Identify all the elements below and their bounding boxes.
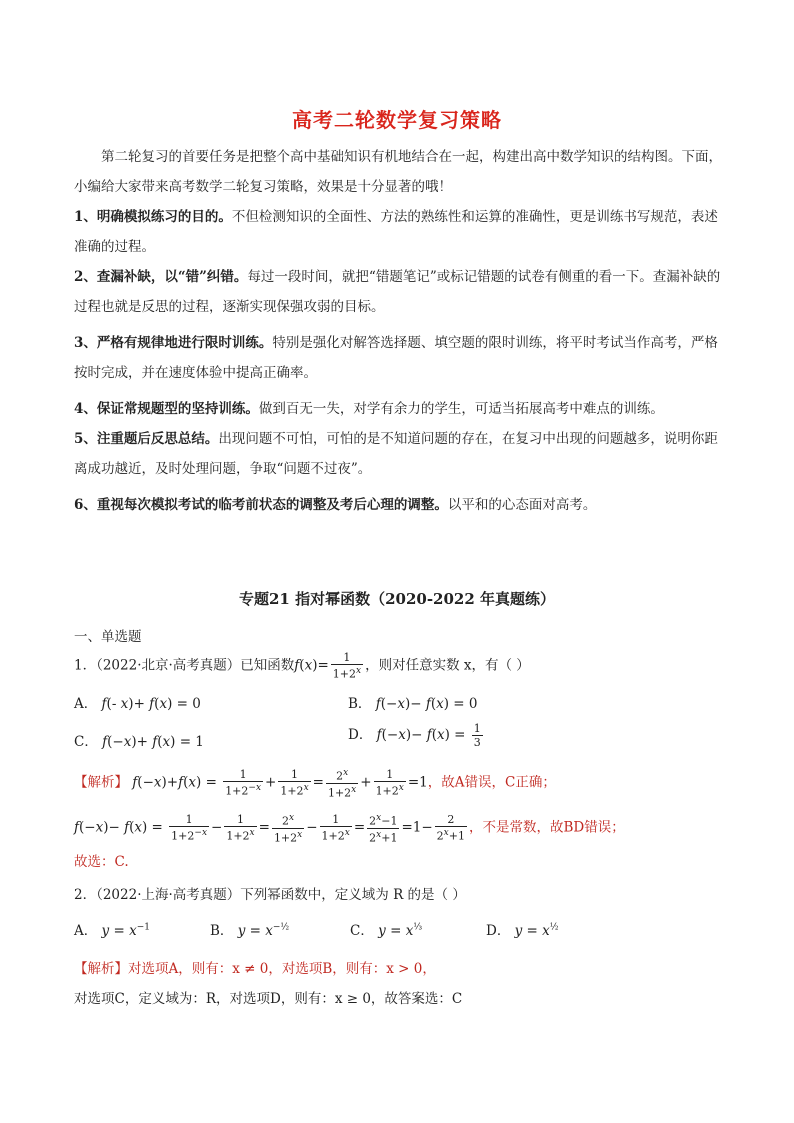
- tip-5-head: 5、注重题后反思总结。: [74, 431, 219, 447]
- tip-6-body: 以平和的心态面对高考。: [447, 497, 597, 513]
- q2-option-d[interactable]: D． $y = x^{\frac{1}{2}}$: [486, 922, 559, 939]
- q2-solution-label: 【解析】: [74, 961, 128, 977]
- tip-1: [74, 202, 724, 262]
- page-title: 高考二轮数学复习策略: [292, 108, 502, 132]
- q1-option-b[interactable]: B． f(−x)− f(x) = 0: [348, 696, 478, 712]
- q1-solution-label: 【解析】: [74, 774, 128, 791]
- q2-solution-line1: [74, 957, 436, 977]
- q1-conclusion-2: ，不是常数，故BD错误；: [468, 819, 625, 836]
- q2-solution-line2: 对选项C，定义域为：R，对选项D，则有：x ≥ 0，故答案选：C: [74, 991, 463, 1007]
- tip-6: [74, 490, 724, 520]
- tip-5: [74, 424, 724, 484]
- section-label: 一、单选题: [74, 629, 142, 645]
- q2-solution-text1: 对选项A，则有：x ≠ 0，对选项B，则有：x > 0，: [128, 961, 436, 977]
- tip-3: [74, 328, 724, 388]
- tip-3-body: 特别是强化对解答选择题、填空题的限时训练，将平时考试当作高考，严格按时完成，并在速度体验中提高正确率。: [74, 335, 718, 381]
- tip-4: [74, 394, 724, 424]
- q1-option-a[interactable]: A． f(- x)+ f(x) = 0: [74, 696, 201, 712]
- topic-title: 专题21 指对幂函数（2020-2022 年真题练）: [238, 590, 556, 608]
- q2-option-b[interactable]: B． $y = x^{-\frac{1}{2}}$: [210, 922, 290, 939]
- tip-6-head: 6、重视每次模拟考试的临考前状态的调整及考后心理的调整。: [74, 497, 448, 513]
- tip-2-head: 2、查漏补缺，以“错”纠错。: [74, 269, 248, 285]
- tip-5-body: 出现问题不可怕，可怕的是不知道问题的存在，在复习中出现的问题越多，说明你距离成功越近，及时处理问题，争取“问题不过夜”。: [74, 431, 718, 477]
- tip-1-head: 1、明确模拟练习的目的。: [74, 209, 232, 225]
- q1-function-fraction: $\frac{1}{1+2^x}$: [332, 651, 362, 681]
- q1-conclusion-1: ，故A错误，C正确；: [427, 774, 556, 791]
- q1-answer: 故选：C.: [74, 854, 129, 870]
- q2-stem: 2．（2022·上海·高考真题）下列幂函数中，定义域为 R 的是（ ）: [74, 887, 466, 903]
- q1-solution-line1: 【解析】 f(−x)+f(x) = $\frac{1}{1+2^{-x}}$ + $\frac{1}{1+2^x}$ = $\frac{2^x}{1+2^x}$ + $\frac{1}{1+2^x}$ =1，故A错误，C正确；: [74, 768, 556, 800]
- tip-2-body: 每过一段时间，就把“错题笔记”或标记错题的试卷有侧重的看一下。查漏补缺的过程也就是反思的过程，逐渐实现保强攻弱的目标。: [74, 269, 721, 315]
- tip-1-body: 不但检测知识的全面性、方法的熟练性和运算的准确性，更是训练书写规范，表述准确的过程。: [74, 209, 718, 255]
- tip-4-body: 做到百无一失，对学有余力的学生，可适当拓展高考中难点的训练。: [258, 401, 664, 417]
- intro-paragraph: 第二轮复习的首要任务是把整个高中基础知识有机地结合在一起，构建出高中数学知识的结构图。下面，小编给大家带来高考数学二轮复习策略，效果是十分显著的哦！: [74, 149, 722, 195]
- q1-solution-line2: f(−x)− f(x) = $\frac{1}{1+2^{-x}}$ − $\frac{1}{1+2^x}$ = $\frac{2^x}{1+2^x}$ − $\frac{1}{1+2^x}$ = $\frac{2^x-1}{2^x+1}$ =1− $\frac{2}{2^x+1}$ ，不是常数，故BD错误；: [74, 813, 625, 845]
- tip-4-head: 4、保证常规题型的坚持训练。: [74, 401, 259, 417]
- q2-option-a[interactable]: A． $y = x^{-1}$: [74, 922, 150, 939]
- q1-stem-pre: 1．（2022·北京·高考真题）已知函数: [74, 657, 295, 674]
- tip-2: [74, 262, 724, 322]
- q1-stem: 1．（2022·北京·高考真题）已知函数f(x)= $\frac{1}{1+2^x}$ ，则对任意实数 x，有（ ）: [74, 651, 530, 681]
- q1-option-c[interactable]: C． f(−x)+ f(x) = 1: [74, 734, 204, 750]
- q1-option-d[interactable]: D． f(−x)− f(x) = $\frac{1}{3}$: [348, 722, 481, 749]
- q2-option-c[interactable]: C． $y = x^{\frac{1}{3}}$: [350, 922, 423, 939]
- tip-3-head: 3、严格有规律地进行限时训练。: [74, 335, 273, 351]
- q1-stem-post: ，则对任意实数 x，有（ ）: [365, 657, 530, 674]
